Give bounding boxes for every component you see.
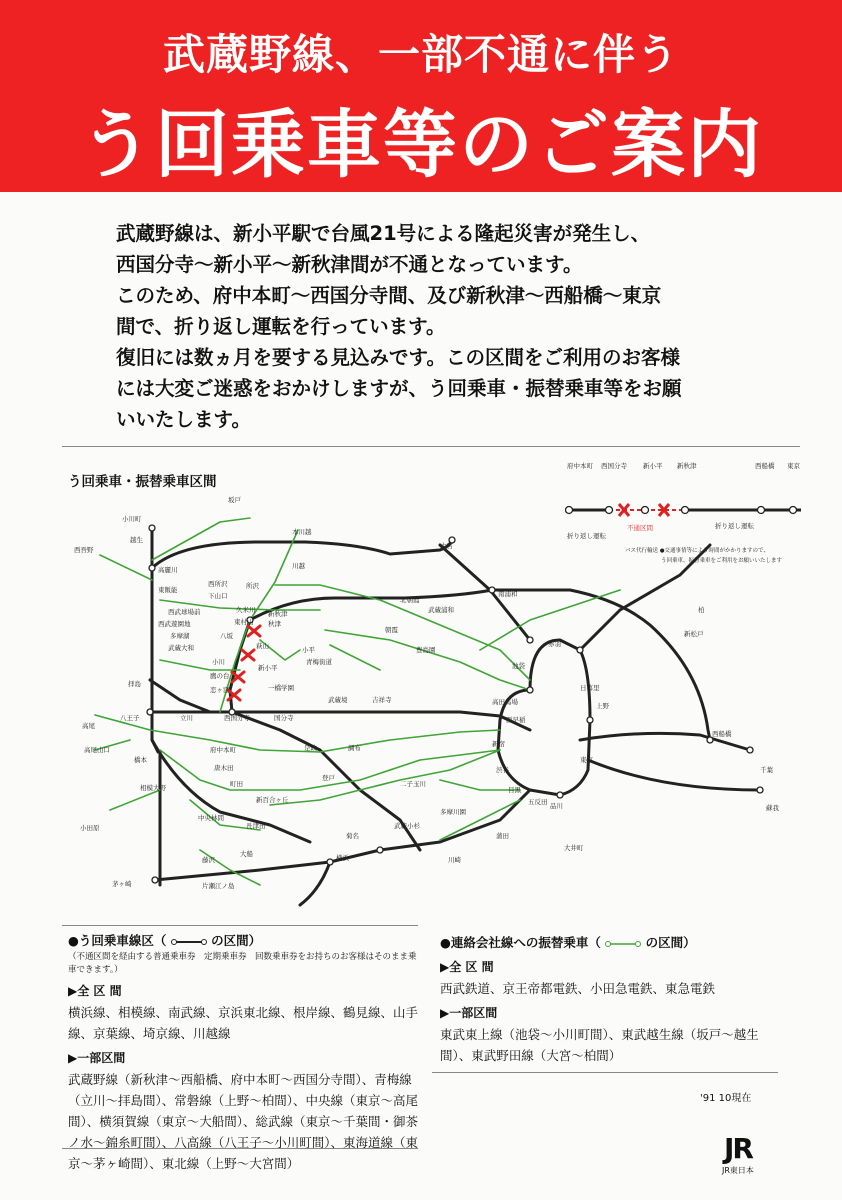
station-label: 新百合ヶ丘 <box>256 796 289 804</box>
station-label: 新宿 <box>492 740 505 748</box>
station-label: 是政 <box>304 744 317 752</box>
line-yokosuka <box>300 862 330 905</box>
station-label: 武蔵大和 <box>168 644 194 652</box>
station-label: 国分寺 <box>274 714 294 722</box>
station-label: 菊名 <box>346 832 359 840</box>
station-label: 恋ヶ窪 <box>210 686 230 694</box>
station-label: 新松戸 <box>684 630 704 638</box>
transfer-partial-lines: 東武東上線（池袋〜小川町間）、東武越生線（坂戸〜越生間）、東武野田線（大宮〜柏間） <box>440 1027 759 1063</box>
legend-note: う回乗車、振替乗車をご利用をお願いいたします <box>661 558 783 564</box>
legend-station-dot <box>682 507 689 514</box>
station-label: 西早稲 <box>506 716 526 724</box>
detour-note: （不通区間を経由する普通乗車券 定期乗車券 回数乗車券をお持ちのお客様はそのまま乗車できます。） <box>68 952 417 975</box>
closed-mark <box>242 650 254 660</box>
intro-line: いいたします。 <box>116 408 251 431</box>
closed-mark <box>619 504 629 516</box>
station-dot <box>557 792 563 798</box>
station-label: 西武球場前 <box>168 608 201 616</box>
station-label: 小平 <box>302 646 315 654</box>
station-label: 赤羽 <box>548 640 561 648</box>
station-label: 坂戸 <box>228 496 241 504</box>
transfer-partial-label: ▶一部区間 <box>440 1006 498 1020</box>
station-label: 新秋津 <box>268 610 288 618</box>
jr-logo-mark: JR <box>723 1132 752 1165</box>
detour-partial-label: ▶一部区間 <box>68 1051 126 1065</box>
station-label: 片瀬江ノ島 <box>202 882 235 890</box>
station-label: 茅ヶ崎 <box>112 880 132 888</box>
station-label: 柏 <box>698 606 705 614</box>
station-label: 吉祥寺 <box>372 696 392 704</box>
station-label: 下山口 <box>208 592 228 600</box>
intro-line: 武蔵野線は、新小平駅で台風21号による隆起災害が発生し、 <box>116 222 651 245</box>
line-tokaido <box>155 790 530 880</box>
transfer-all-lines: 西武鉄道、京王帝都電鉄、小田急電鉄、東急電鉄 <box>440 981 716 996</box>
station-label: 鷹の台 <box>210 672 230 680</box>
station-label: 南浦和 <box>498 590 518 598</box>
private-line <box>152 518 250 560</box>
line-chuo <box>150 712 530 730</box>
station-label: 北朝霞 <box>400 596 420 604</box>
station-label: 藤沢 <box>202 856 215 864</box>
intro-line: 間で、折り返し運転を行っています。 <box>116 315 446 338</box>
station-label: 蒲田 <box>496 832 509 840</box>
station-label: 橋本 <box>134 756 147 764</box>
station-label: 町田 <box>230 780 243 788</box>
legend-station-dot <box>606 507 613 514</box>
detour-section <box>68 930 418 1174</box>
station-label: 池袋 <box>512 662 525 670</box>
station-label: 萩山 <box>256 642 269 650</box>
station-label: 多摩川園 <box>440 808 466 816</box>
station-label: 大井町 <box>564 844 584 852</box>
map-title <box>68 470 217 490</box>
intro-line: このため、府中本町〜西国分寺間、及び新秋津〜西船橋〜東京 <box>116 284 662 307</box>
legend-station: 新小平 <box>643 462 663 470</box>
station-dot <box>747 747 753 753</box>
station-dot <box>152 877 158 883</box>
private-line <box>270 750 500 805</box>
station-label: 新小平 <box>258 664 278 672</box>
station-label: 東村山 <box>234 618 254 626</box>
station-label: 高田馬場 <box>492 698 518 706</box>
private-line <box>160 660 240 670</box>
detour-heading-text: ●う回乗車線区（ <box>68 933 167 948</box>
legend-closed-label: 不通区間 <box>627 524 653 532</box>
station-dot <box>489 587 495 593</box>
station-label: 千葉 <box>760 766 773 774</box>
intro-text <box>116 218 756 435</box>
station-label: 調布 <box>348 744 361 752</box>
station-label: 相模大野 <box>140 784 166 792</box>
station-dot <box>147 709 153 715</box>
map-title-text: う回乗車・振替乗車区間 <box>68 474 217 490</box>
station-label: 武蔵浦和 <box>428 606 454 614</box>
legend-turnback-right: 折り返し運転 <box>715 522 754 530</box>
issue-date: '91 10現在 <box>700 1093 752 1104</box>
detour-partial-lines: 武蔵野線（新秋津〜西船橋、府中本町〜西国分寺間）、青梅線（立川〜拝島間）、常磐線（上野〜柏間）、中央線（東京〜高尾間）、横須賀線（東京〜大船間）、総武線（東京〜千葉間・御茶ノ水〜錦糸町間）、八高線（八王子〜小川町間）、東海道線（東京〜茅ヶ崎間）、東北線（上野〜大宮間） <box>68 1072 419 1171</box>
station-label: 所沢 <box>246 582 259 590</box>
station-label: 横浜 <box>336 854 349 862</box>
detour-all-lines: 横浜線、相模線、南武線、京浜東北線、根岸線、鶴見線、山手線、京葉線、埼京線、川越線 <box>68 1005 419 1041</box>
station-label: 小川 <box>212 658 225 666</box>
legend-turnback-left: 折り返し運転 <box>567 532 606 540</box>
station-label: 秋津 <box>268 620 281 628</box>
station-label: 立川 <box>180 714 193 722</box>
transfer-section <box>440 932 780 1066</box>
station-label: 日暮里 <box>580 684 600 692</box>
transfer-heading-text: ●連絡会社線への振替乗車（ <box>440 935 601 950</box>
station-dot <box>149 525 155 531</box>
station-dot <box>377 847 383 853</box>
station-dot <box>527 637 533 643</box>
station-label: 青梅街道 <box>306 658 332 666</box>
station-label: 高尾 <box>82 722 95 730</box>
private-line <box>100 555 152 580</box>
detour-heading <box>68 930 418 951</box>
closed-mark <box>248 626 260 636</box>
station-label: 目黒 <box>508 786 521 794</box>
station-label: 一橋学園 <box>268 684 294 692</box>
station-label: 高尾山口 <box>84 746 110 754</box>
station-label: 西所沢 <box>208 580 228 588</box>
station-label: 西国分寺 <box>224 714 250 722</box>
station-label: 長津田 <box>246 822 266 830</box>
intro-line: には大変ご迷惑をおかけしますが、う回乗車・振替乗車等をお願 <box>116 377 682 400</box>
private-line <box>330 645 380 670</box>
station-dot <box>757 787 763 793</box>
station-dot <box>527 687 533 693</box>
station-label: 西吾野 <box>74 546 94 554</box>
station-label: 本川越 <box>292 528 312 536</box>
station-label: 東京 <box>580 756 593 764</box>
station-label: 二子玉川 <box>400 780 426 788</box>
line-hachiko <box>152 528 158 752</box>
legend-station: 新秋津 <box>677 462 697 470</box>
line-ome <box>150 680 210 712</box>
station-label: 多摩湖 <box>170 632 190 640</box>
detour-bottom-rule <box>62 1148 418 1149</box>
station-label: 武蔵小杉 <box>394 822 420 830</box>
detour-heading-tail: の区間） <box>211 933 262 948</box>
station-label: 八坂 <box>220 632 233 640</box>
header-title: う回乗車等のご案内 <box>79 102 763 188</box>
line-sample-icon <box>171 938 207 946</box>
station-label: 小田原 <box>80 824 100 832</box>
intro-line: 西国分寺〜新小平〜新秋津間が不通となっています。 <box>116 253 583 276</box>
station-label: 大船 <box>240 850 253 858</box>
transfer-heading-tail: の区間） <box>645 935 696 950</box>
station-label: 唐木田 <box>214 764 234 772</box>
station-label: 拝島 <box>128 680 141 688</box>
transfer-bottom-rule <box>432 1072 778 1073</box>
legend-station-dot <box>566 507 573 514</box>
station-label: 小川町 <box>122 515 142 523</box>
station-label: 八王子 <box>120 714 140 722</box>
transfer-all-label: ▶全 区 間 <box>440 960 494 974</box>
station-label: 高麗川 <box>158 566 178 574</box>
station-label: 渋谷 <box>496 766 509 774</box>
legend-station: 東京 <box>787 462 800 470</box>
station-label: 川越 <box>292 562 305 570</box>
legend-station-dot <box>790 507 797 514</box>
header-banner <box>0 0 842 192</box>
station-label: 登戸 <box>322 774 335 782</box>
station-label: 東飯能 <box>158 586 178 594</box>
legend-station: 府中本町 <box>567 462 593 470</box>
station-label: 蘇我 <box>766 804 779 812</box>
legend-station-dot <box>758 507 765 514</box>
station-label: 大宮 <box>440 542 453 550</box>
jr-logo <box>722 1132 754 1176</box>
station-label: 越生 <box>130 536 143 544</box>
closure-legend <box>565 460 805 592</box>
station-label: 西武遊園地 <box>158 620 191 628</box>
station-label: 上野 <box>596 702 609 710</box>
private-line <box>110 790 160 810</box>
legend-station: 西船橋 <box>755 462 775 470</box>
station-label: 朝霞 <box>385 626 398 634</box>
station-label: 品川 <box>550 802 563 810</box>
station-label: 西船橋 <box>712 730 732 738</box>
header-subtitle: 武蔵野線、一部不通に伴う <box>162 30 679 79</box>
station-label: 中央林間 <box>198 814 224 822</box>
detour-all-label: ▶全 区 間 <box>68 984 122 998</box>
section-divider <box>62 446 800 447</box>
company-name: JR東日本 <box>722 1166 754 1175</box>
station-label: 川崎 <box>448 856 461 864</box>
line-sample-icon <box>605 940 641 948</box>
station-label: 府中本町 <box>210 746 236 754</box>
station-dot <box>577 647 583 653</box>
legend-station-dot <box>642 507 649 514</box>
legend-station: 西国分寺 <box>601 462 627 470</box>
station-dot <box>149 565 155 571</box>
station-dot <box>327 859 333 865</box>
station-label: 久米川 <box>236 606 256 614</box>
station-dot <box>587 717 593 723</box>
transfer-heading <box>440 932 780 953</box>
intro-line: 復旧には数ヵ月を要する見込みです。この区間をご利用のお客様 <box>116 346 680 369</box>
legend-note: バス代行輸送 ●交通事情等により時間がかかりますので、 <box>625 548 769 554</box>
station-label: 武蔵境 <box>328 696 348 704</box>
detour-top-rule <box>62 925 418 926</box>
station-label: 五反田 <box>528 798 548 806</box>
station-label: 豊島園 <box>416 646 436 654</box>
line-keiyo <box>588 760 760 790</box>
